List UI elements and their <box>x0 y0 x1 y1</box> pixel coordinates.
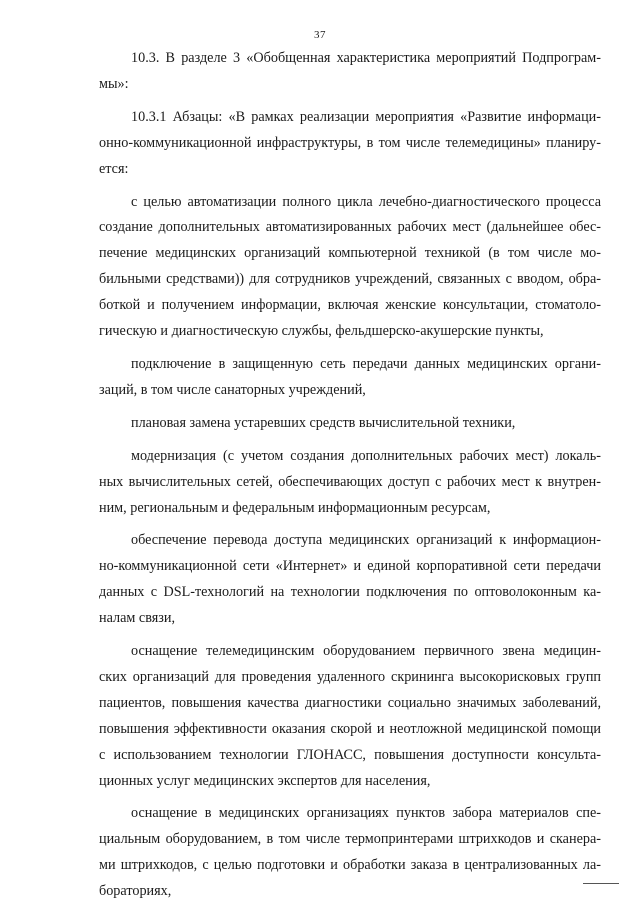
text-line: ционных услуг медицинских экспертов для населения, <box>99 772 431 789</box>
text-line: данных с DSL-технологий на технологии подключения по оптоволоконным ка- <box>99 584 601 601</box>
text-line: гическую и диагностическую службы, фельдшерско-акушерские пункты, <box>99 323 544 340</box>
text-line: с целью автоматизации полного цикла лечебно-диагностического процесса <box>131 193 601 210</box>
text-line: ним, региональным и федеральным информационным ресурсам, <box>99 499 491 516</box>
text-line: пациентов, повышения качества диагностики социально значимых заболеваний, <box>99 694 601 711</box>
paragraph-subsection-intro <box>99 105 601 183</box>
text-line: но-коммуникационной сети «Интернет» и единой корпоративной сети передачи <box>99 558 601 575</box>
text-line: обеспечение перевода доступа медицинских организаций к информацион- <box>131 532 601 549</box>
text-line: с использованием технологии ГЛОНАСС, повышения доступности консульта- <box>99 746 601 763</box>
document-body <box>99 46 601 905</box>
text-line: боткой и получением информации, включая женские консультации, стоматоло- <box>99 297 601 314</box>
text-line: оснащение телемедицинским оборудованием первичного звена медицин- <box>131 643 601 660</box>
paragraph-telemedicine-equipment <box>99 639 601 794</box>
text-line: ных вычислительных сетей, обеспечивающих доступ с рабочих мест к внутрен- <box>99 473 601 490</box>
text-line: циальным оборудованием, в том числе термопринтерами штрихкодов и сканера- <box>99 831 601 848</box>
text-line: модернизация (с учетом создания дополнительных рабочих мест) локаль- <box>131 447 601 464</box>
footer-rule <box>583 883 619 884</box>
paragraph-automation <box>99 190 601 345</box>
text-line: налам связи, <box>99 610 175 627</box>
text-line: бораториях, <box>99 883 172 900</box>
text-line: ми штрихкодов, с целью подготовки и обработки заказа в централизованных ла- <box>99 857 601 874</box>
text-line: ется: <box>99 160 129 177</box>
text-line: печение медицинских организаций компьютерной техникой (в том числе мо- <box>99 245 601 262</box>
text-line: подключение в защищенную сеть передачи данных медицинских органи- <box>131 355 601 372</box>
text-line: повышения эффективности оказания скорой и неотложной медицинской помощи <box>99 720 601 737</box>
text-line: создание дополнительных автоматизированных рабочих мест (дальнейшее обес- <box>99 219 601 236</box>
paragraph-section-heading <box>99 46 601 98</box>
text-line: 10.3. В разделе 3 «Обобщенная характеристика мероприятий Подпрограм- <box>131 50 601 66</box>
text-line: ских организаций для проведения удаленного скрининга высокорисковых групп <box>99 668 601 685</box>
paragraph-hardware-replacement <box>99 411 601 437</box>
paragraph-local-networks <box>99 444 601 522</box>
text-line: онно-коммуникационной инфраструктуры, в том числе телемедицины» планиру- <box>99 134 601 151</box>
page-number: 37 <box>314 29 326 41</box>
paragraph-sample-collection <box>99 801 601 905</box>
text-line: бильными средствами)) для сотрудников учреждений, связанных с вводом, обра- <box>99 271 601 288</box>
text-line: 10.3.1 Абзацы: «В рамках реализации мероприятия «Развитие информаци- <box>131 108 601 125</box>
text-line: мы»: <box>99 75 129 92</box>
text-line: оснащение в медицинских организациях пунктов забора материалов спе- <box>131 805 601 822</box>
paragraph-fiber-access <box>99 528 601 632</box>
paragraph-secure-network <box>99 352 601 404</box>
text-line: заций, в том числе санаторных учреждений, <box>99 381 366 398</box>
text-line: плановая замена устаревших средств вычислительной техники, <box>131 414 516 431</box>
